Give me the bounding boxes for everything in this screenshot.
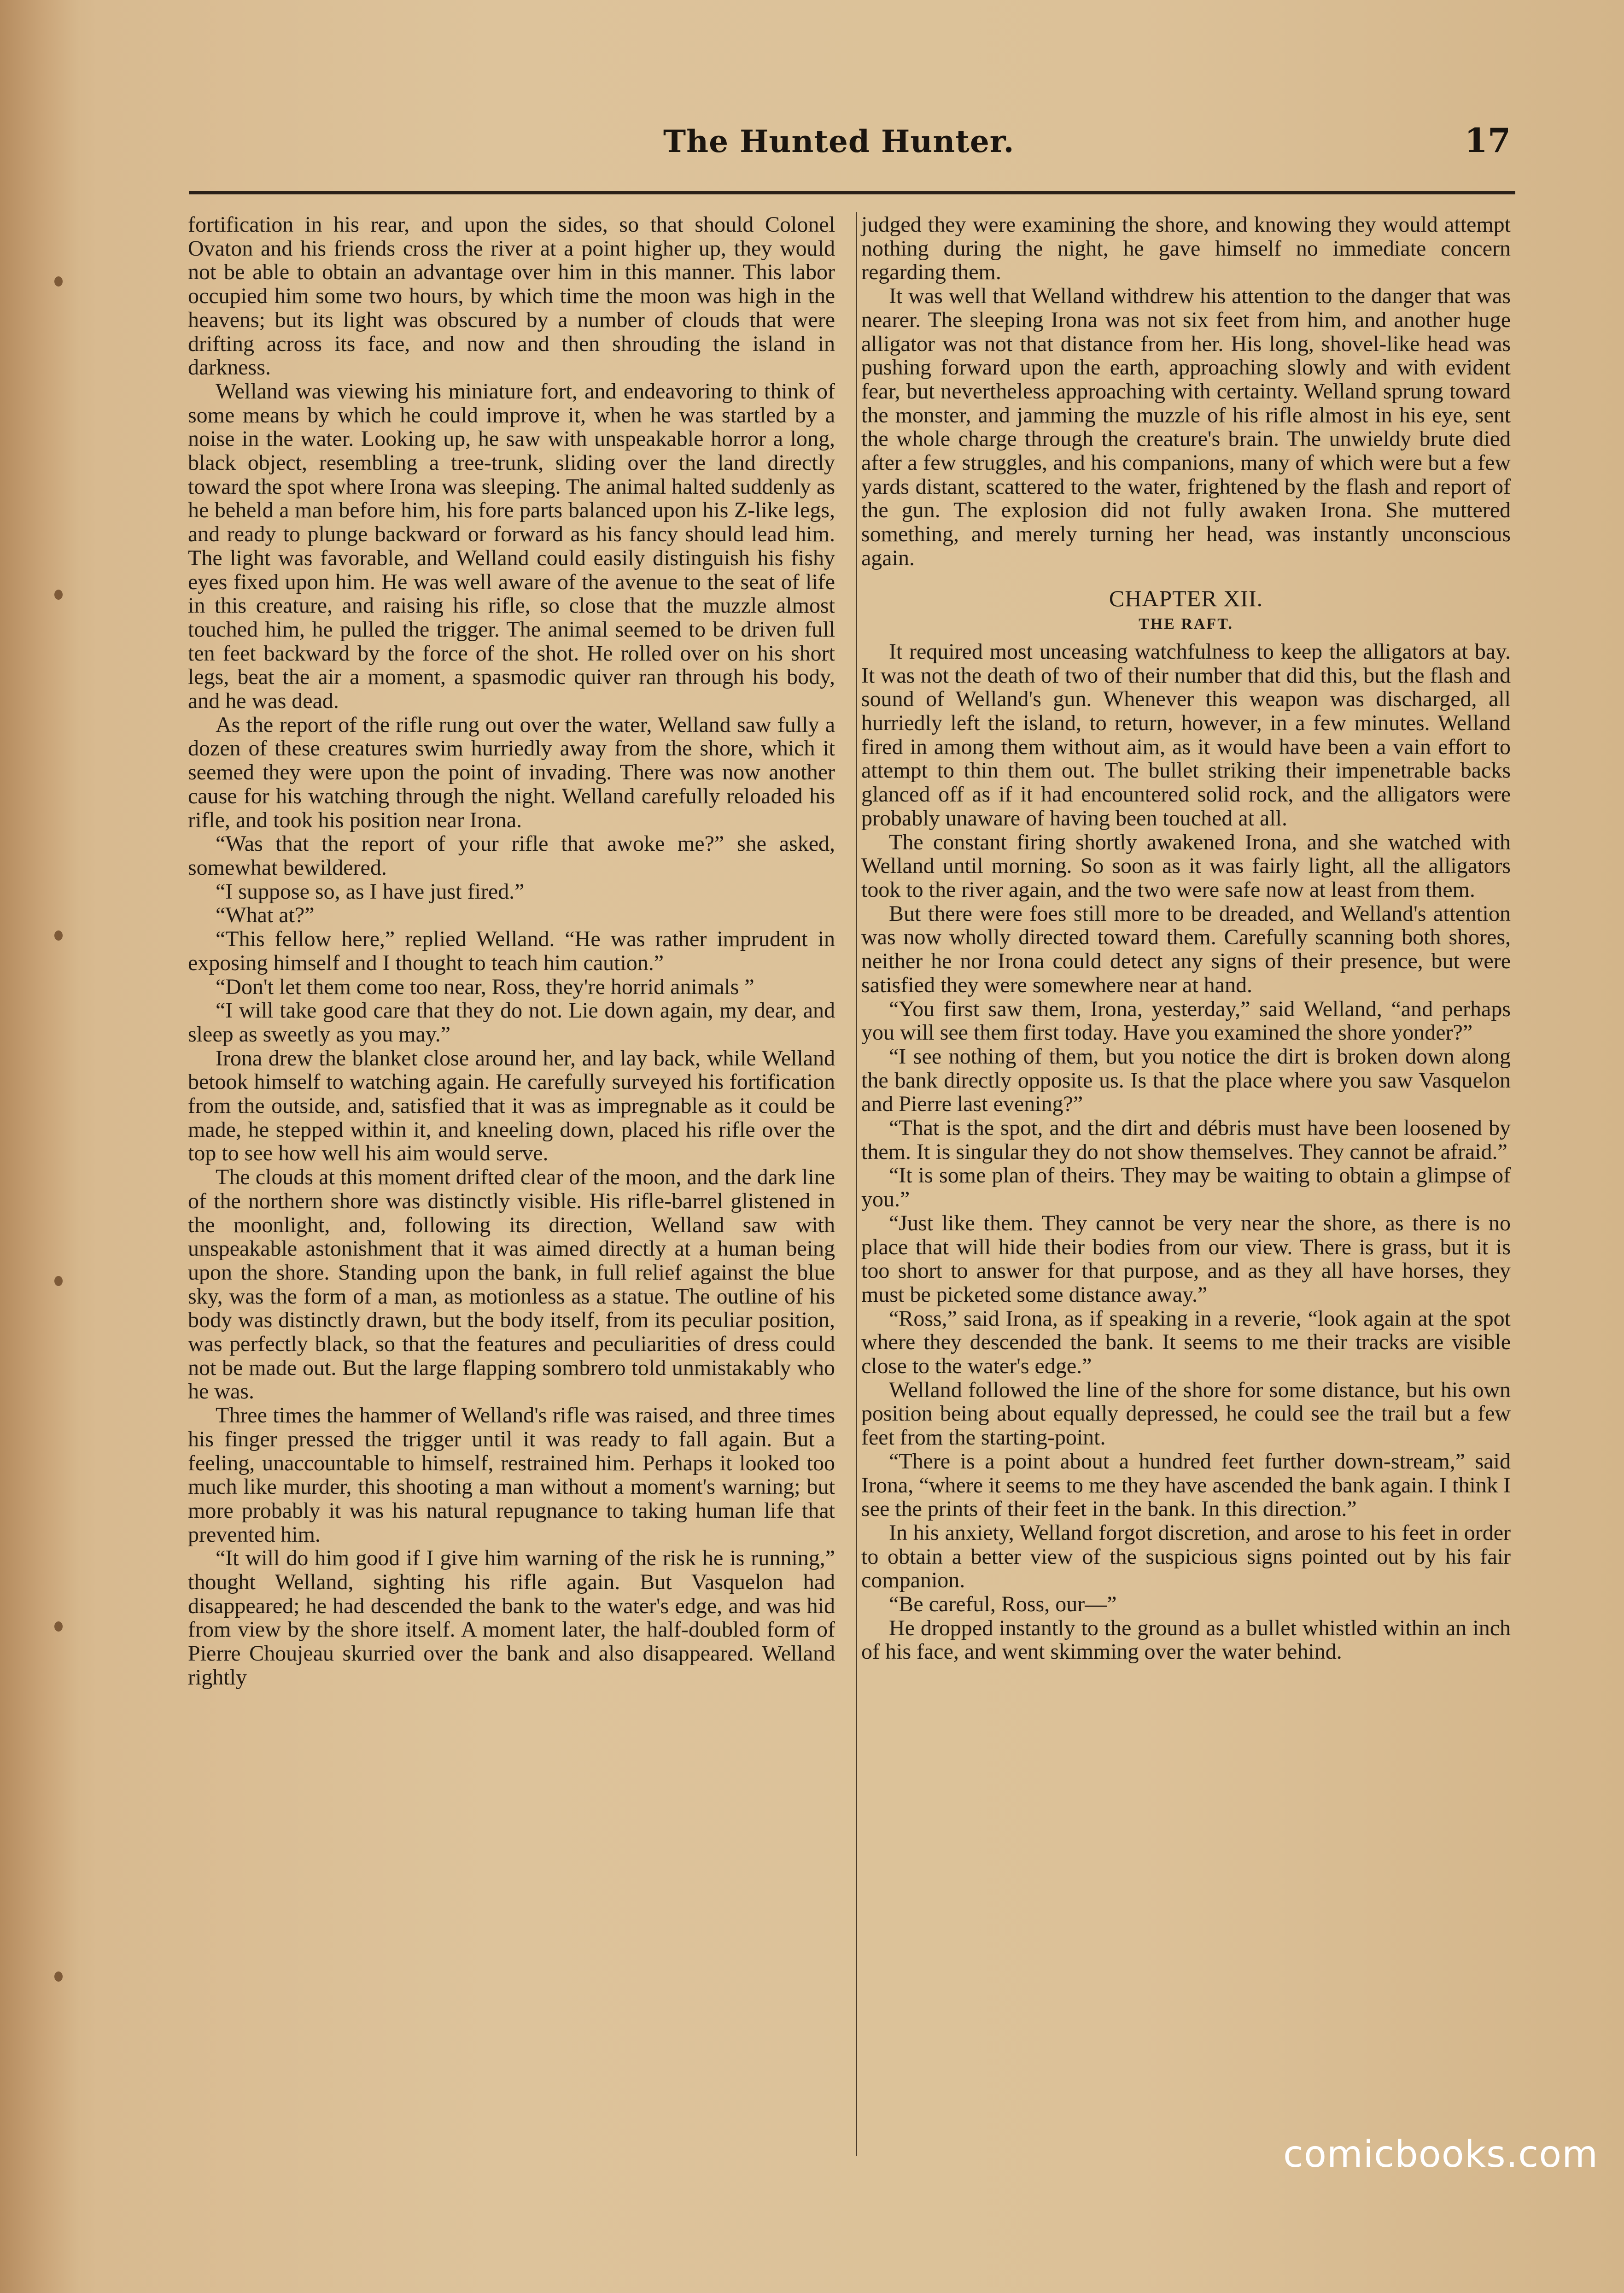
watermark: comicbooks.com <box>1283 2133 1598 2176</box>
paragraph: “This fellow here,” replied Welland. “He was rather imprudent in exposing himself and I thought to teach him caution.” <box>188 927 835 975</box>
binding-hole <box>54 1971 63 1982</box>
running-title: The Hunted Hunter. <box>663 123 1015 159</box>
paragraph: “It will do him good if I give him warning of the risk he is running,” thought Welland, sighting his rifle again. But Vasquelon had disappeared; he had descended the bank to the water's edge, and was hid from view by the shore itself. A moment later, the half-doubled form of Pierre Choujeau skurried over the bank and also disappeared. Welland rightly <box>188 1546 835 1690</box>
paragraph: “Don't let them come too near, Ross, they're horrid animals ” <box>216 974 754 999</box>
paragraph: Welland was viewing his miniature fort, and endeavoring to think of some means by which he could improve it, when he was startled by a noise in the water. Looking up, he saw with unspeakable horror a long, black object, resembling a tree-trunk, sliding over the land directly toward the spot where Irona was sleeping. The animal halted suddenly as he beheld a man before him, his fore parts balanced upon his Z-like legs, and ready to plunge backward or forward as his fancy should lead him. The light was favorable, and Welland could easily distinguish his fishy eyes fixed upon him. He was well aware of the avenue to the seat of life in this creature, and raising his rifle, so close that the muzzle almost touched him, he pulled the trigger. The animal seemed to be driven full ten feet backward by the force of the shot. He rolled over on his short legs, beat the air a moment, a spasmodic quiver ran through his body, and he was dead. <box>188 379 835 714</box>
paragraph: The clouds at this moment drifted clear of the moon, and the dark line of the northern shore was distinctly visible. His rifle-barrel glistened in the moonlight, and, following its direction, Welland saw with unspeakable astonishment that it was aimed directly at a human being upon the shore. Standing upon the bank, in full relief against the blue sky, was the form of a man, as motionless as a statue. The outline of his body was distinctly drawn, but the body itself, from its peculiar position, was perfectly black, so that the features and peculiarities of dress could not be made out. But the large flapping sombrero told unmistakably who he was. <box>188 1165 835 1404</box>
paragraph: But there were foes still more to be dreaded, and Welland's attention was now wholly directed toward them. Carefully scanning both shores, neither he nor Irona could detect any signs of their presence, but were satisfied they were somewhere near at hand. <box>861 901 1511 997</box>
chapter-heading: CHAPTER XII. <box>1109 585 1263 611</box>
paragraph: “I will take good care that they do not. Lie down again, my dear, and sleep as sweetly as you may.” <box>188 998 835 1047</box>
binding-hole <box>54 590 63 600</box>
paragraph: “That is the spot, and the dirt and débris must have been loosened by them. It is singular they do not show themselves. They cannot be afraid.” <box>861 1116 1511 1164</box>
paragraph: It was well that Welland withdrew his attention to the danger that was nearer. The sleeping Irona was not six feet from him, and another huge alligator was not that distance from her. His long, shovel-like head was pushing forward upon the earth, approaching slowly and with evident fear, but nevertheless approaching with certainty. Welland sprung toward the monster, and jamming the muzzle of his rifle almost in his eye, sent the whole charge through the creature's brain. The unwieldy brute died after a few struggles, and his companions, many of which were but a few yards distant, scattered to the water, frightened by the flash and report of the gun. The explosion did not fully awaken Irona. She muttered something, and merely turning her head, was instantly unconscious again. <box>861 284 1511 570</box>
paragraph: “I suppose so, as I have just fired.” <box>216 879 525 904</box>
header-rule <box>189 191 1515 194</box>
binding-hole <box>54 1276 63 1286</box>
paragraph: “Ross,” said Irona, as if speaking in a reverie, “look again at the spot where they descended the bank. It seems to me their tracks are visible close to the water's edge.” <box>861 1306 1511 1379</box>
page-number: 17 <box>1464 121 1511 160</box>
column-divider <box>856 212 857 2156</box>
binding-hole <box>54 276 63 287</box>
paragraph: “Just like them. They cannot be very near the shore, as there is no place that will hide their bodies from our view. There is grass, but it is too short to answer for that purpose, and as they all have horses, they must be picketed some distance away.” <box>861 1211 1511 1307</box>
paragraph: In his anxiety, Welland forgot discretion, and arose to his feet in order to obtain a better view of the suspicious signs pointed out by his fair companion. <box>861 1520 1511 1593</box>
paragraph: “You first saw them, Irona, yesterday,” said Welland, “and perhaps you will see them first today. Have you examined the shore yonder?” <box>861 996 1511 1045</box>
paragraph: It required most unceasing watchfulness to keep the alligators at bay. It was not the death of two of their number that did this, but the flash and sound of Welland's gun. Whenever this weapon was discharged, all hurriedly left the island, to return, however, in a few minutes. Welland fired in among them without aim, as it would have been a vain effort to attempt to thin them out. The bullet striking their impenetrable backs glanced off as if it had encountered solid rock, and the alligators were probably unaware of having been touched at all. <box>861 639 1511 831</box>
paragraph: judged they were examining the shore, and knowing they would attempt nothing during the night, he gave himself no immediate concern regarding them. <box>861 212 1511 285</box>
paragraph: He dropped instantly to the ground as a bullet whistled within an inch of his face, and went skimming over the water behind. <box>861 1615 1511 1664</box>
paragraph: “Be careful, Ross, our—” <box>889 1592 1117 1617</box>
paragraph: “It is some plan of theirs. They may be waiting to obtain a glimpse of you.” <box>861 1163 1511 1212</box>
left-column <box>188 213 835 1690</box>
page-spine <box>0 0 81 2293</box>
paragraph: Three times the hammer of Welland's rifle was raised, and three times his finger pressed the trigger until it was ready to fall again. But a feeling, unaccountable to himself, restrained him. Perhaps it looked too much like murder, this shooting a man without a moment's warning; but more probably it was his natural repugnance to taking human life that prevented him. <box>188 1403 835 1547</box>
right-column <box>861 213 1511 1664</box>
paragraph: “Was that the report of your rifle that awoke me?” she asked, somewhat bewildered. <box>188 831 835 880</box>
chapter-subtitle: THE RAFT. <box>1139 615 1233 633</box>
paragraph: The constant firing shortly awakened Irona, and she watched with Welland until morning. So soon as it was fairly light, all the alligators took to the river again, and the two were safe now at least from them. <box>861 830 1511 902</box>
paragraph: As the report of the rifle rung out over the water, Welland saw fully a dozen of these creatures swim hurriedly away from the shore, which it seemed they were upon the point of invading. There was now another cause for his watching through the night. Welland carefully reloaded his rifle, and took his position near Irona. <box>188 712 835 832</box>
paragraph: “I see nothing of them, but you notice the dirt is broken down along the bank directly opposite us. Is that the place where you saw Vasquelon and Pierre last evening?” <box>861 1044 1511 1117</box>
paragraph: “There is a point about a hundred feet further down-stream,” said Irona, “where it seems to me they have ascended the bank again. I think I see the prints of their feet in the bank. In this direction.” <box>861 1449 1511 1521</box>
paragraph: Irona drew the blanket close around her, and lay back, while Welland betook himself to watching again. He carefully surveyed his fortification from the outside, and, satisfied that it was as impregnable as it could be made, he stepped within it, and kneeling down, placed his rifle over the top to see how well his aim would serve. <box>188 1046 835 1166</box>
paragraph: fortification in his rear, and upon the sides, so that should Colonel Ovaton and his friends cross the river at a point higher up, they would not be able to obtain an advantage over him in this manner. This labor occupied him some two hours, by which time the moon was high in the heavens; but its light was obscured by a number of clouds that were drifting across its face, and now and then shrouding the island in darkness. <box>188 212 835 380</box>
binding-hole <box>54 930 63 941</box>
paragraph: “What at?” <box>216 903 315 928</box>
paragraph: Welland followed the line of the shore for some distance, but his own position being about equally depressed, he could see the trail but a few feet from the starting-point. <box>861 1377 1511 1450</box>
binding-hole <box>54 1621 63 1632</box>
